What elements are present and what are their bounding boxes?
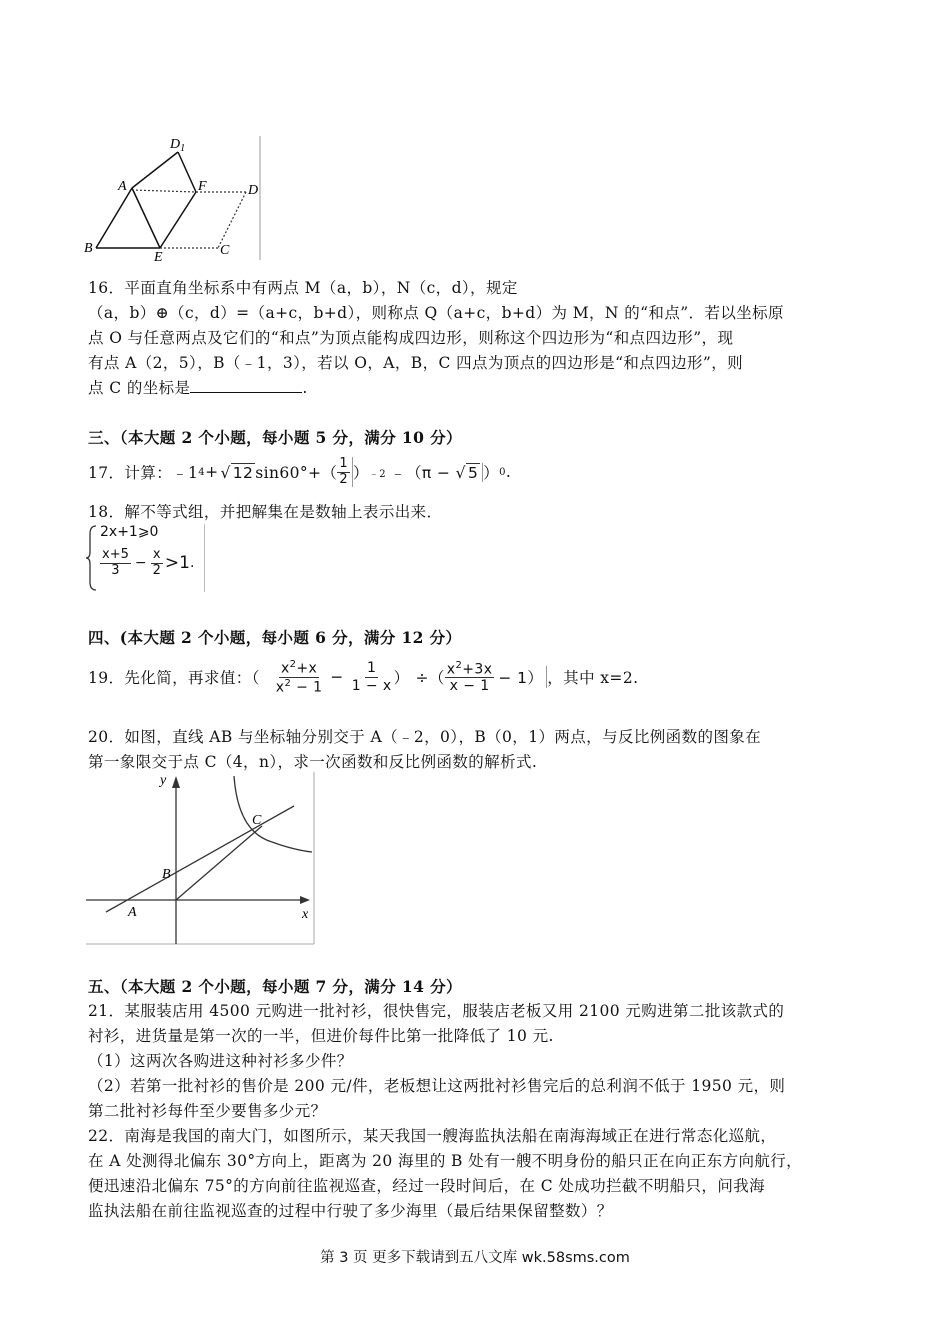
q17	[88, 454, 511, 490]
figure-coordinate-graph	[86, 770, 316, 946]
line-AB	[106, 806, 294, 912]
figure-parallelogram	[84, 132, 266, 262]
q18-inequality-system	[86, 524, 205, 592]
segment-AB	[96, 188, 132, 248]
q19-frac2: $\frac{1}{1 - x}$	[351, 660, 392, 694]
q22-line2: 在 A 处测得北偏东 30°方向上，距离为 20 海里的 B 处有一艘不明身份的船只正在向正东方向航行，	[88, 1152, 803, 1170]
label-x: x	[302, 907, 309, 922]
label-B: B	[84, 241, 93, 256]
q22-line3: 便迅速沿北偏东 75°的方向前往监视巡查，经过一段时间后，在 C 处成功拦截不明船只，问我海	[88, 1177, 766, 1195]
q18-dot: .	[189, 555, 195, 572]
q17-exp4: 4	[198, 466, 206, 478]
label-A: A	[128, 905, 137, 920]
q16-line2: （a，b）⊕（c，d）=（a+c，b+d），则称点 Q（a+c，b+d）为 M，N 的“和点”．若以坐标原	[88, 304, 784, 322]
q18-minus: −	[134, 555, 147, 572]
section-3-title: 三、（本大题 2 个小题，每小题 5 分，满分 10 分）	[88, 428, 462, 447]
q16-line1: 16．平面直角坐标系中有两点 M（a，b），N（c，d），规定	[88, 279, 518, 297]
q17-pi-minus-sqrt5: π − √ 5	[422, 463, 483, 482]
label-F: F	[198, 179, 207, 194]
q16-line3: 点 O 与任意两点及它们的“和点”为顶点能构成四边形，则称这个四边形为“和点四边形”，现	[88, 329, 734, 347]
q18-gt: >1	[164, 553, 190, 574]
label-y: y	[160, 773, 167, 788]
q17-prefix: 17．计算：﹣1	[88, 464, 199, 482]
label-E: E	[154, 250, 163, 262]
q20-line2: 第一象限交于点 C（4，n），求一次函数和反比例函数的解析式.	[88, 753, 538, 771]
label-A: A	[118, 179, 127, 194]
brace-icon	[86, 524, 98, 592]
q18-frac2: $\frac{x}{2}$	[152, 547, 161, 578]
q17-close1: ）	[353, 464, 369, 482]
segment-D1F	[178, 152, 196, 192]
q21-line2: 衬衫，进货量是第一次的一半，但进价每件比第一批降低了 10 元.	[88, 1027, 554, 1045]
q19-frac3: $\frac{x^2+3x}{x - 1}$	[446, 659, 493, 695]
q17-plus: +	[205, 463, 219, 481]
q22-line1: 22．南海是我国的南大门，如图所示，某天我国一艘海监执法船在南海海域正在进行常态化巡航，	[88, 1127, 777, 1145]
x-axis-arrow-icon	[300, 896, 310, 904]
segment-EF	[160, 192, 196, 248]
q21-line3: （1）这两次各购进这种衬衫多少件？	[88, 1052, 353, 1070]
q16-line5	[88, 376, 308, 398]
q17-end: .	[505, 463, 512, 481]
segment-AF-dotted	[132, 190, 196, 192]
q19	[88, 651, 638, 703]
q19-minus: −	[330, 668, 344, 686]
q19-prefix: 19．先化简，再求值：（	[88, 669, 260, 687]
q18-ineq1: 2x+1⩾0	[100, 524, 159, 540]
segment-AE	[132, 188, 160, 248]
q17-minus: ﹣（	[390, 464, 422, 482]
segment-OC	[176, 826, 262, 900]
q16-line5-suffix: .	[302, 379, 308, 397]
label-C: C	[220, 243, 230, 258]
q20-line1: 20．如图，直线 AB 与坐标轴分别交于 A（﹣2，0），B（0，1）两点，与反比例函数的图象在	[88, 728, 762, 746]
q17-sqrt12: √ 12	[220, 463, 254, 482]
section-5-title: 五、（本大题 2 个小题，每小题 7 分，满分 14 分）	[88, 977, 462, 996]
answer-blank	[190, 378, 302, 393]
q18-text: 18．解不等式组，并把解集在是数轴上表示出来．	[88, 503, 443, 521]
label-D1: $D_1$	[170, 137, 186, 154]
q19-frac1: $\frac{x^2+x}{x^2 - 1}$	[275, 658, 323, 696]
q21-line5: 第二批衬衫每件至少要售多少元？	[88, 1102, 327, 1120]
q17-exp-neg2: ﹣2	[368, 468, 387, 480]
q16-line4: 有点 A（2，5），B（﹣1，3），若以 O，A，B，C 四点为顶点的四边形是“和点四边形”，则	[88, 354, 744, 372]
q16-line5-prefix: 点 C 的坐标是	[88, 379, 191, 397]
segment-AD1	[132, 152, 178, 188]
q17-close2: ）	[483, 464, 500, 482]
q19-div: ÷（	[415, 669, 445, 687]
q18-ineq2	[100, 548, 194, 579]
q21-line4: （2）若第一批衬衫的售价是 200 元/件，老板想让这两批衬衫售完后的总利润不低于 1950 元，则	[88, 1077, 786, 1095]
page-footer: 第 3 页 更多下载请到五八文库 wk.58sms.com	[320, 1250, 630, 1266]
segment-DC-dotted	[218, 192, 246, 248]
label-D: D	[248, 183, 259, 198]
q19-minus1: − 1）	[498, 666, 547, 688]
q19-close: ）	[393, 669, 410, 687]
q18-frac1: $\frac{x+5}{3}$	[102, 547, 129, 578]
q21-line1: 21．某服装店用 4500 元购进一批衬衫，很快售完，服装店老板又用 2100 元购进第二批该款式的	[88, 1002, 785, 1020]
q22-line4: 监执法船在前往监视巡查的过程中行驶了多少海里（最后结果保留整数）？	[88, 1202, 613, 1220]
label-B: B	[162, 867, 171, 882]
y-axis-arrow-icon	[172, 776, 180, 788]
q17-sin: sin60°+（	[255, 464, 338, 482]
q17-exp0: 0	[499, 466, 506, 478]
q17-half: $\frac{1}{2}$	[337, 457, 353, 488]
label-C: C	[252, 813, 262, 828]
q19-suffix: ，其中 x=2.	[547, 669, 639, 687]
section-4-title: 四、(本大题 2 个小题，每小题 6 分，满分 12 分）	[88, 628, 462, 647]
